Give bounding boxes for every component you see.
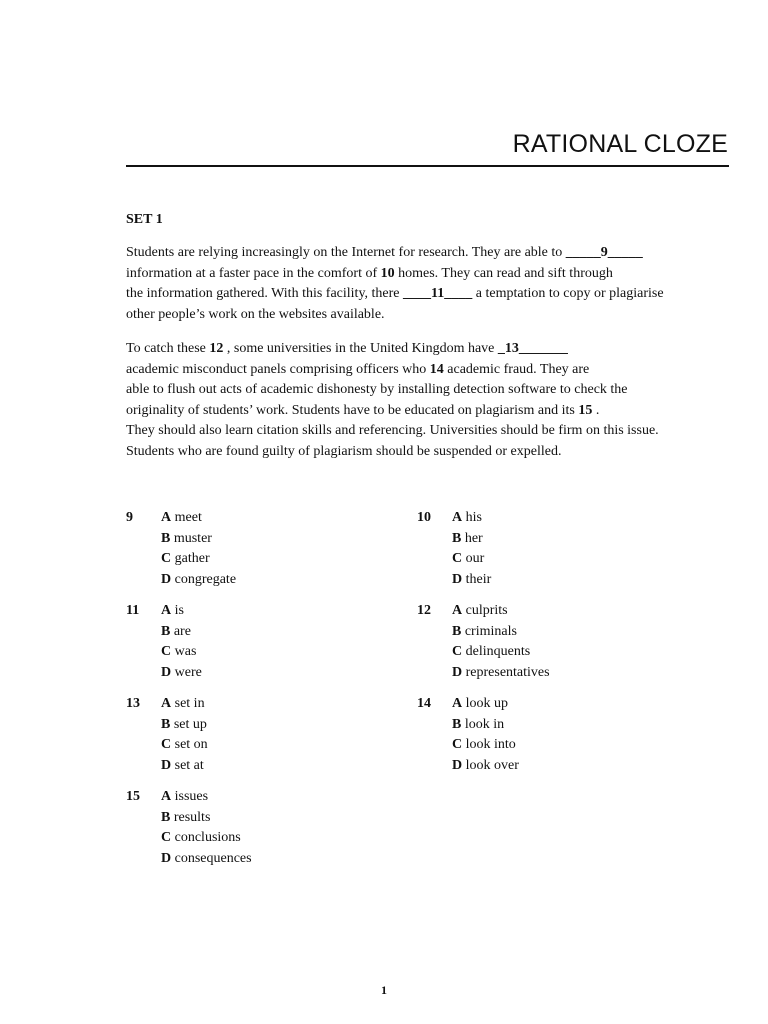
option-d: D consequences: [161, 850, 252, 866]
paragraph-line: the information gathered. With this facility, there ____11____ a temptation to copy or plagiarise: [126, 286, 664, 302]
option-b: B muster: [161, 530, 212, 546]
cloze-paragraph-2: [126, 339, 726, 463]
paragraph-line: academic misconduct panels comprising officers who 14 academic fraud. They are: [126, 361, 590, 377]
option-list: [161, 601, 202, 683]
option-a: A set in: [161, 696, 205, 711]
set-label: SET 1: [126, 212, 163, 227]
paragraph-line: Students are relying increasingly on the Internet for research. They are able to _____9_____: [126, 245, 643, 260]
option-c: C set on: [161, 737, 208, 753]
cloze-paragraph-1: [126, 243, 726, 325]
option-c: C conclusions: [161, 830, 241, 846]
paragraph-line: They should also learn citation skills and referencing. Universities should be firm on this issue.: [126, 423, 659, 439]
paragraph-line: To catch these 12 , some universities in the United Kingdom have _13_______: [126, 341, 568, 356]
option-a: A look up: [452, 696, 509, 711]
paragraph-line: Students who are found guilty of plagiarism should be suspended or expelled.: [126, 443, 562, 459]
paragraph-line: other people’s work on the websites available.: [126, 306, 385, 322]
option-b: B criminals: [452, 623, 517, 639]
question-number: 14: [417, 696, 431, 711]
option-a: A is: [161, 603, 184, 618]
option-list: [161, 508, 236, 590]
page-title: RATIONAL CLOZE: [512, 130, 728, 158]
option-list: [161, 694, 208, 776]
blank-13: _13_______: [497, 341, 568, 356]
option-c: C our: [452, 551, 485, 567]
option-b: B results: [161, 809, 211, 825]
paragraph-line: information at a faster pace in the comfort of 10 homes. They can read and sift through: [126, 265, 613, 281]
question-number: 9: [126, 510, 133, 525]
option-list: [452, 694, 519, 776]
option-c: C look into: [452, 737, 516, 753]
option-d: D were: [161, 664, 202, 680]
option-b: B look in: [452, 716, 505, 732]
question-number: 15: [126, 789, 140, 804]
question-number: 12: [417, 603, 431, 618]
blank-12: 12: [209, 341, 224, 356]
option-c: C was: [161, 644, 197, 660]
paragraph-line: able to flush out acts of academic dishonesty by installing detection software to check the: [126, 382, 628, 398]
option-d: D set at: [161, 757, 204, 773]
blank-14: 14: [429, 361, 444, 377]
option-a: A culprits: [452, 603, 508, 618]
option-b: B her: [452, 530, 483, 546]
blank-11: ____11____: [403, 286, 473, 302]
question-number: 11: [126, 603, 140, 618]
blank-10: 10: [380, 265, 395, 281]
option-d: D look over: [452, 757, 519, 773]
blank-9: _____9_____: [565, 245, 643, 260]
option-list: [452, 601, 550, 683]
option-a: A meet: [161, 510, 202, 525]
option-a: A issues: [161, 789, 209, 804]
question-number: 13: [126, 696, 140, 711]
option-d: D their: [452, 571, 492, 587]
option-a: A his: [452, 510, 482, 525]
title-rule: [126, 165, 729, 167]
option-d: D congregate: [161, 571, 237, 587]
option-c: C gather: [161, 551, 210, 567]
option-c: C delinquents: [452, 644, 531, 660]
option-b: B set up: [161, 716, 207, 732]
option-b: B are: [161, 623, 191, 639]
option-list: [452, 508, 491, 590]
option-d: D representatives: [452, 664, 550, 680]
paragraph-line: originality of students’ work. Students have to be educated on plagiarism and its 15 .: [126, 402, 600, 418]
blank-15: 15: [578, 402, 593, 418]
question-number: 10: [417, 510, 431, 525]
option-list: [161, 787, 252, 869]
page-number: 1: [381, 983, 387, 997]
